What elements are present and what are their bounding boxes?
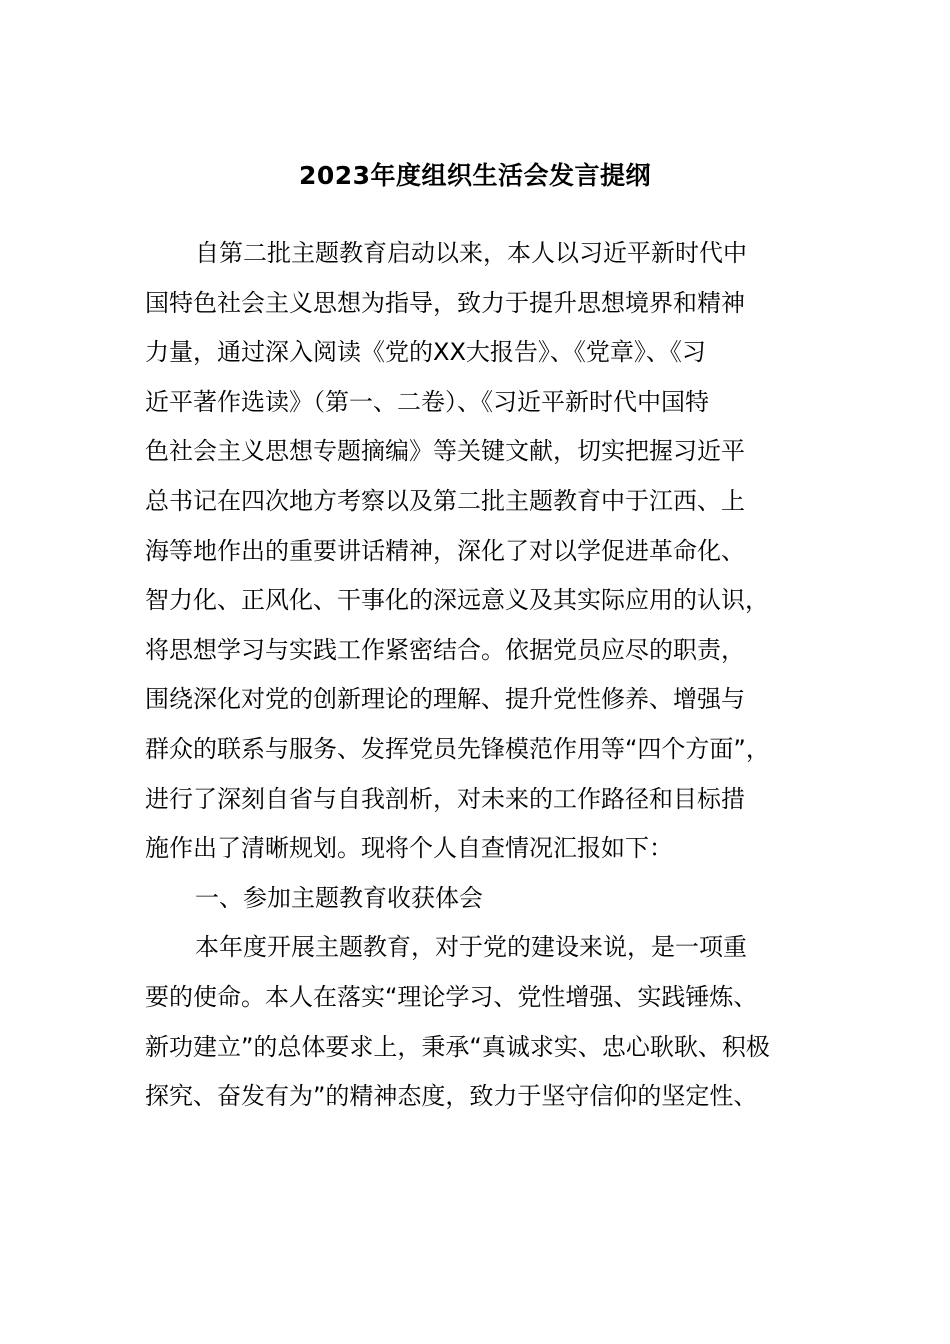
paragraph-line: 自第二批主题教育启动以来，本人以习近平新时代中	[195, 239, 747, 267]
paragraph-line: 色社会主义思想专题摘编》等关键文献，切实把握习近平	[145, 437, 745, 466]
paragraph-line: 海等地作出的重要讲话精神，深化了对以学促进革命化、	[145, 536, 745, 565]
paragraph-line: 力量，通过深入阅读《党的XX大报告》、《党章》、《习	[145, 338, 706, 367]
paragraph-line: 进行了深刻自省与自我剖析，对未来的工作路径和目标措	[145, 784, 745, 813]
paragraph-line: 围绕深化对党的创新理论的理解、提升党性修养、增强与	[145, 685, 745, 714]
paragraph-line: 本年度开展主题教育，对于党的建设来说，是一项重	[195, 933, 747, 962]
paragraph-line: 智力化、正风化、干事化的深远意义及其实际应用的认识，	[145, 586, 769, 615]
document-title: 2023年度组织生活会发言提纲	[298, 161, 652, 190]
paragraph-line: 总书记在四次地方考察以及第二批主题教育中于江西、上	[145, 486, 745, 515]
paragraph-line: 国特色社会主义思想为指导，致力于提升思想境界和精神	[145, 288, 745, 317]
paragraph-line: 群众的联系与服务、发挥党员先锋模范作用等“四个方面”，	[145, 734, 770, 763]
section-heading: 一、参加主题教育收获体会	[195, 883, 483, 912]
paragraph-line: 近平著作选读》（第一、二卷）、《习近平新时代中国特	[145, 387, 709, 416]
paragraph-line: 将思想学习与实践工作紧密结合。依据党员应尽的职责，	[145, 635, 745, 664]
paragraph-line: 探究、奋发有为”的精神态度，致力于坚守信仰的坚定性、	[145, 1082, 758, 1111]
document-body	[145, 229, 807, 1122]
paragraph-line: 新功建立”的总体要求上，秉承“真诚求实、忠心耿耿、积极	[145, 1032, 770, 1061]
paragraph-line: 施作出了清晰规划。现将个人自查情况汇报如下：	[145, 834, 673, 863]
paragraph-line: 要的使命。本人在落实“理论学习、党性增强、实践锤炼、	[145, 982, 758, 1011]
